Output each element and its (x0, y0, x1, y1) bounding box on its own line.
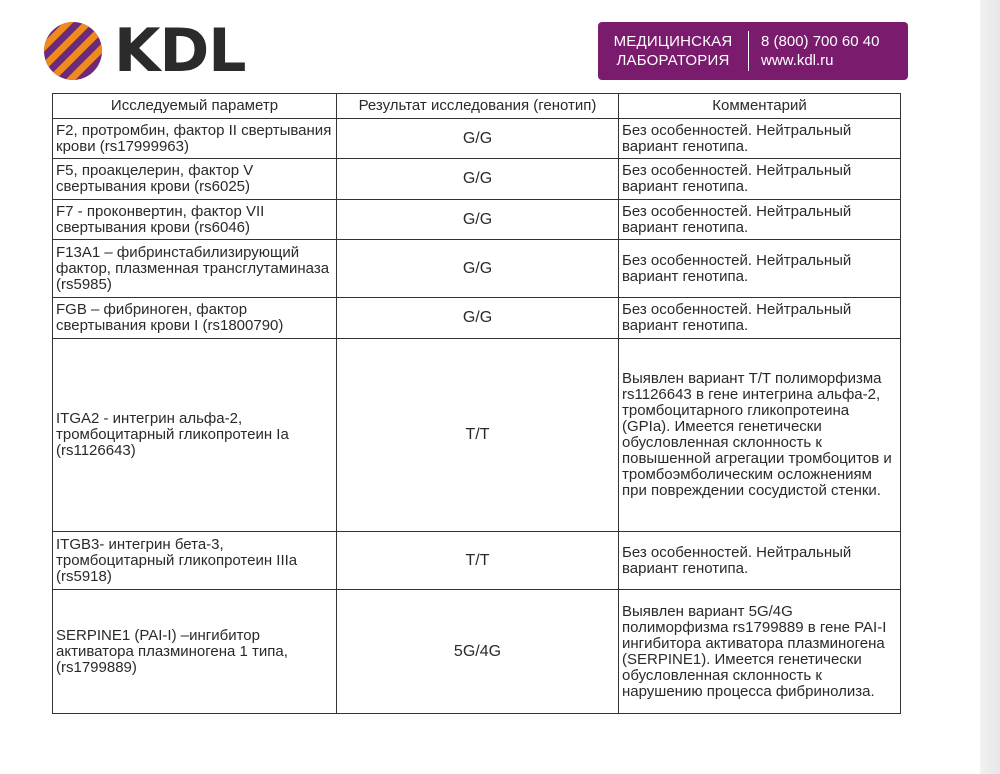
table-row (53, 240, 901, 298)
lab-name-line1: МЕДИЦИНСКАЯ (613, 33, 733, 50)
param-cell: F5, проакцелерин, фактор V свертывания крови (rs6025) (53, 159, 337, 200)
column-header-result: Результат исследования (генотип) (337, 94, 619, 119)
phone-number: 8 (800) 700 60 40 (761, 33, 880, 50)
result-cell: G/G (337, 119, 619, 159)
result-cell: T/T (337, 339, 619, 532)
comment-cell: Без особенностей. Нейтральный вариант генотипа. (619, 240, 901, 298)
genotype-results-table (52, 93, 901, 714)
comment-cell: Без особенностей. Нейтральный вариант генотипа. (619, 532, 901, 590)
param-cell: FGB – фибриноген, фактор свертывания крови I (rs1800790) (53, 298, 337, 339)
result-cell: T/T (337, 532, 619, 590)
param-cell: ITGA2 - интегрин альфа-2, тромбоцитарный гликопротеин Ia (rs1126643) (53, 339, 337, 532)
table-row (53, 298, 901, 339)
lab-name-line2: ЛАБОРАТОРИЯ (616, 52, 730, 69)
comment-cell: Выявлен вариант 5G/4G полиморфизма rs1799889 в гене PAI-I ингибитора активатора плазминогена (SERPINE1). Имеется генетически обусловленная склонность к нарушению процесса фибринолиза. (619, 590, 901, 714)
table-row (53, 532, 901, 590)
table-row (53, 119, 901, 159)
kdl-logo-icon (42, 20, 104, 82)
table-row (53, 339, 901, 532)
kdl-logo (42, 16, 246, 86)
comment-cell: Без особенностей. Нейтральный вариант генотипа. (619, 159, 901, 200)
result-cell: G/G (337, 298, 619, 339)
param-cell: F13A1 – фибринстабилизирующий фактор, плазменная трансглутаминаза (rs5985) (53, 240, 337, 298)
table-header-row (53, 94, 901, 119)
column-header-parameter: Исследуемый параметр (53, 94, 337, 119)
column-header-comment: Комментарий (619, 94, 901, 119)
param-cell: F2, протромбин, фактор II свертывания крови (rs17999963) (53, 119, 337, 159)
result-cell: G/G (337, 159, 619, 200)
table-row (53, 159, 901, 200)
comment-cell: Без особенностей. Нейтральный вариант генотипа. (619, 200, 901, 240)
comment-cell: Выявлен вариант T/T полиморфизма rs1126643 в гене интегрина альфа-2, тромбоцитарного гликопротеина (GPIa). Имеется генетически обусловленная склонность к повышенной агрегации тромбоцитов и тромбоэмболическим осложнениям при повреждении сосудистой стенки. (619, 339, 901, 532)
website-link[interactable]: www.kdl.ru (761, 52, 834, 69)
table-row (53, 590, 901, 714)
page-edge (980, 0, 1000, 774)
comment-cell: Без особенностей. Нейтральный вариант генотипа. (619, 119, 901, 159)
param-cell: F7 - проконвертин, фактор VII свертывания крови (rs6046) (53, 200, 337, 240)
result-cell: G/G (337, 240, 619, 298)
table-row (53, 200, 901, 240)
logo-text: KDL (114, 16, 246, 86)
result-cell: 5G/4G (337, 590, 619, 714)
param-cell: ITGB3- интегрин бета-3, тромбоцитарный гликопротеин IIIa (rs5918) (53, 532, 337, 590)
lab-header-box (598, 22, 908, 80)
param-cell: SERPINE1 (PAI-I) –ингибитор активатора плазминогена 1 типа, (rs1799889) (53, 590, 337, 714)
result-cell: G/G (337, 200, 619, 240)
lab-contacts (749, 32, 879, 70)
comment-cell: Без особенностей. Нейтральный вариант генотипа. (619, 298, 901, 339)
lab-name (598, 32, 748, 70)
